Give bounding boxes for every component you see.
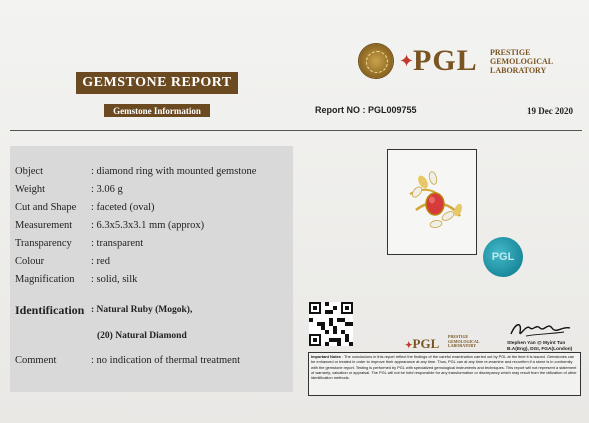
star-icon: ✦ xyxy=(405,340,413,350)
report-number: Report NO : PGL009755 xyxy=(315,105,417,115)
report-subtitle: Gemstone Information xyxy=(104,104,210,117)
ruby-ring-image xyxy=(388,150,476,254)
identification-value-diamond: (20) Natural Diamond xyxy=(97,331,187,341)
report-date: 19 Dec 2020 xyxy=(527,106,573,116)
gemstone-report-card: GEMSTONE REPORT Gemstone Information ✦ PGL PRESTIGE GEMOLOGICAL LABORATORY Report NO : PGL009755 19 Dec 2020 Object : diamond ring with mounted gemstone Weight : 3.06 g Cut and Shape : faceted (oval) Measurement : 6.3x5.3x3.1 mm (approx) Transparency : transparent Colour : red Magnification : solid, silk Identification : Natural Ruby (Mogok), (20) Natural Diamond Comment : no indication of thermal treatment PGL ✦PGL PRESTIGE GEMOLOGICAL LABORATORY Stephen Yan @ Myint Tun B.A(Eng), DGI, FGA(London) Important Notes : The conclusions in this report reflect the findings of the careful examination carried out by PGL at the time it is issued. Gemstones can be enhanced or treated in order to improve their appearance at any time. Thus, PGL can at any time re-examine and reconfirm if a stone is in conformity with the gemstone report. Testing is performed by PGL with specialized gemological instruments and techniques. This report will not represent a statement of warranty, valuation or appraisal. The PGL will not be held responsible for any transformation or discrepancy which may result from the utilization of other identification methods. xyxy=(0,0,589,423)
footer-lab-name: PRESTIGE GEMOLOGICAL LABORATORY xyxy=(448,334,480,348)
report-title: GEMSTONE REPORT xyxy=(76,72,238,94)
important-notes: Important Notes : The conclusions in this report reflect the findings of the careful examination carried out by PGL at the time it is issued. Gemstones can be enhanced or treated in order to improve their appearance at any time. Thus, PGL can at any time re-examine and reconfirm if a stone is in conformity with the gemstone report. Testing is performed by PGL with specialized gemological instruments and techniques. This report will not represent a statement of warranty, valuation or appraisal. The PGL will not be held responsible for any transformation or discrepancy which may result from the utilization of other identification methods. xyxy=(308,352,581,396)
hologram-sticker: PGL xyxy=(483,237,523,277)
star-icon: ✦ xyxy=(399,51,415,71)
lab-seal-icon xyxy=(359,44,393,78)
qr-code xyxy=(309,302,353,346)
identification-label: Identification xyxy=(15,303,85,317)
identification-value-ruby: : Natural Ruby (Mogok), xyxy=(91,305,193,315)
divider xyxy=(10,130,582,131)
lab-name: PRESTIGE GEMOLOGICAL LABORATORY xyxy=(490,48,554,75)
signature-image xyxy=(506,316,576,342)
footer-lab-logo: ✦PGL xyxy=(405,336,440,351)
lab-logo-abbr: PGL xyxy=(413,44,478,77)
gemstone-photo xyxy=(387,149,477,255)
signer-info: Stephen Yan @ Myint Tun B.A(Eng), DGI, FGA(London) xyxy=(507,341,573,352)
